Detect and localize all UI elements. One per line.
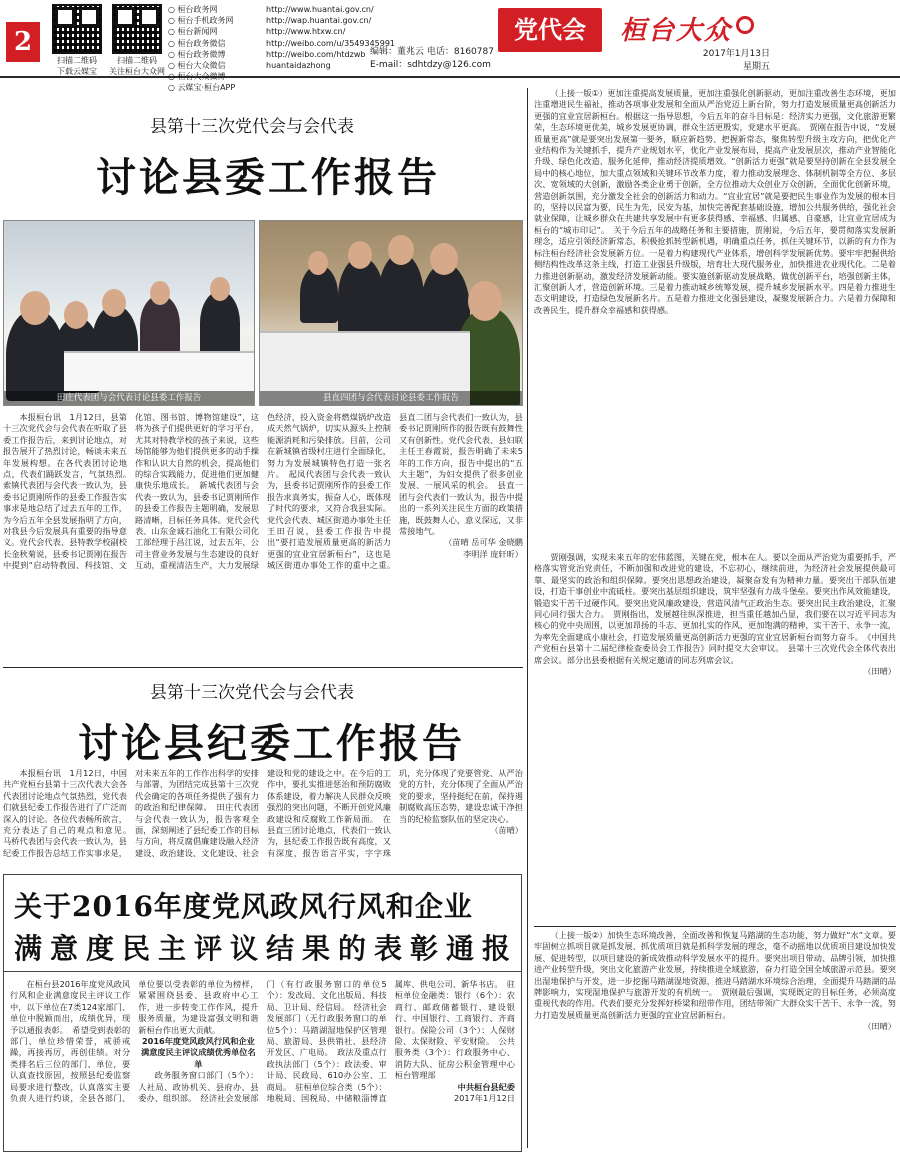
photo-caption: 县直四团与会代表讨论县委工作报告 <box>260 391 522 405</box>
article1-headline: 讨论县委工作报告 <box>96 154 440 201</box>
masthead <box>0 0 900 93</box>
link-row[interactable]: ○ 桓台大众微信 huantaidazhong <box>168 61 331 71</box>
section-badge: 党代会 <box>498 8 602 52</box>
article1-body: 本报桓台讯 1月12日，县第十三次党代会与会代表在听取了县委工作报告后，来到讨论地点，对报告展开了热烈讨论，畅谈未来五年发展构想。在各代表团讨论地点，代表们踊跃发言，气氛热烈。 索镇代表团与会代表一致认为，县委书记贾刚所作的县委工作报告实事求是地总结了过去五年的工作，为今后五年全县发展指明了方向，对我县今后发展具有重要的指导意义。党代会代表、县特教学校副校长金秋菊说，县委书记贾刚在报告中提到“启动特教园、科技馆、文化馆、图书馆、博物馆建设”，这将为孩子们提供更好的学习平台，尤其对特教学校的孩子来说，这些场馆能够为他们提供更多的动手操作和认识大自然的机会，提高他们的综合实践能力，促进他们更加健康快乐地成长。 新城代表团与会代表一致认为，县委书记贾刚所作的县委工作报告主题明确，发展思路清晰，目标任务具体。党代会代表、山东金诚石油化工有限公司化工部经理于昌江说，过去五年，公司主营业务发展与生态建设的良好互动，重视清洁生产，大力发展绿色经济，投入资金将燃煤锅炉改造成天然气锅炉，切实从源头上控制能源消耗和污染排放。目前，公司在新城镇省级村庄进行全面绿化，努力为发展城镇特色打造一张名片。 起凤代表团与会代表一致认为，县委书记贾刚所作的县委工作报告求真务实，振奋人心，既体现了时代的要求，又符合我县实际。党代会代表、城区街道办事处主任王田召说，县委工作报告中提出“要打造发展质量更高的新活力更强的宜业宜居新桓台”，这也是城区街道办事处工作的重中之重。 县直二团与会代表们一致认为，县委书记贾刚所作的报告既有鼓舞性又有创新性。党代会代表、县妇联主任王春霞说，报告明确了未来5年的工作方向，报告中提出的“五大主题”，为妇女提供了很多创业发展、一展风采的机会。 县直一团与会代表们一致认为，报告中提出的一系列关注民生方面的政策措施，既鼓舞人心，意义深远，又非常接地气。 （苗晴 岳可华 金晓鹏 李明洋 庞轩昕） <box>3 412 523 571</box>
article2-kicker: 县第十三次党代会与会代表 <box>150 683 354 703</box>
brand-logo: 桓台大众 <box>620 16 733 46</box>
article3-headline-1: 关于2016年度党风政风行风和企业 <box>14 890 473 923</box>
article1-photo-1 <box>3 220 255 406</box>
link-row[interactable]: ○ 桓台手机政务网 http://wap.huantai.gov.cn/ <box>168 16 372 26</box>
article2-body: 本报桓台讯 1月12日，中国共产党桓台县第十三次代表大会各代表团讨论地点气氛热烈，党代表们就县纪委工作报告进行了广泛而深入的讨论。各位代表畅所欲言，充分表达了自己的观点和意见。 马桥代表团与会代表一致认为，县纪委工作报告总结工作实事求是，对未来五年的工作作出科学的安排与部署，为团结完成县第十三次党代会确定的各项任务提供了强有力的政治和纪律保障。 田庄代表团与会代表一致认为，报告客观全面，深刻阐述了县纪委工作的目标与方向，将反腐倡廉建设融入经济建设、政治建设、文化建设、社会建设和党的建设之中。在今后的工作中，要扎实推进惩治和预防腐败体系建设，着力解决人民群众反映强烈的突出问题，不断开创党风廉政建设和反腐败工作新局面。 在县直三团讨论地点，代表们一致认为，县纪委工作报告既有高度，又有深度，报告语言平实，字字珠玑，充分体现了党要管党、从严治党的方针，充分体现了全面从严治党的要求，坚持挺纪在前，保持遏制腐败高压态势，建设忠诚干净担当的纪检监察队伍的坚定决心。 （苗晴） <box>3 768 523 858</box>
article3-body: 在桓台县2016年度党风政风行风和企业满意度民主评议工作中，以下单位在7类124家部门、单位中脱颖而出，成绩优异，现予以通报表彰。 希望受到表彰的部门、单位珍惜荣誉，戒骄戒躁，再接再厉，再创佳绩。对分类排名后三位的部门、单位，要认真查找原因，按照县纪委监察局要求进行整改，认真落实主要负责人进行约谈，全县各部门、单位要以受表彰的单位为榜样，紧紧围绕县委、县政府中心工作，进一步转变工作作风，提升服务质量，为建设富强文明和谐新桓台作出更大贡献。 2016年度党风政风行风和企业满意度民主评议成绩优秀单位名单 政务服务窗口部门（5个）：人社局、政协机关、县府办、县委办、组织部。 经济社会发展部门（有行政服务窗口的单位5个）：发改局、文化出版局、科技局、卫计局、经信局。 经济社会发展部门（无行政服务窗口的单位5个）：马踏湖湿地保护区管理局、旅游局、县供销社、县经济开发区、广电局。 政法及重点行政执法部门（5个）：政法委、审计局、民政局、610办公室、工商局。 驻桓单位综合类（5个）：地税局、国税局、中储粮淄博直属库、供电公司、新华书店。 驻桓单位金融类：银行（6个）：农商行、邮政储蓄银行、建设银行、中国银行、工商银行、齐商银行。保险公司（3个）：人保财险、太保财险、平安财险。 公共服务类（3个）：行政服务中心、消防大队、征房公积金管理中心桓台管理部 中共桓台县纪委 2017年1月12日 <box>10 979 515 1104</box>
right-column-part2: 贾刚强调，实现未来五年的宏伟蓝图，关键在党，根本在人。要以全面从严治党为重要抓手，严格落实管党治党责任，不断加强和改进党的建设，不忘初心，继续前进，为经济社会发展提供最可靠、最坚实的政治和组织保障。要突出思想政治建设，凝聚奋发有为精神力量。要突出干部队伍建设，打造干事创业中流砥柱。要突出基层组织建设，筑牢坚强有力战斗堡垒。要突出作风效能建设，锻造实干苦干过硬作风。要突出党风廉政建设，营造风清气正政治生态。要突出民主政治建设，汇聚同心同行强大合力。 贾刚指出，发展越往纵深推进，担当重任越加凸显，我们要在以习近平同志为核心的党中央周围，以更加昂扬的斗志、更加扎实的作风、更加饱满的精神，实干苦干、永争一流，为率先全面建成小康社会，打造发展质量更高创新活力更强的宜业宜居新桓台而努力奋斗。 《中国共产党桓台县第十二届纪律检查委员会工作报告》同时提交大会审议。 县第十三次党代会全体代表出席会议。部分出县委根据有关规定邀请的同志列席会议。 （田晴） <box>534 552 896 677</box>
link-row[interactable]: ○ 桓台政务网 http://www.huantai.gov.cn/ <box>168 5 374 14</box>
link-row[interactable]: ○ 桓台政务微信 http://weibo.com/u/3549345991 <box>168 38 396 48</box>
article2-headline: 讨论县纪委工作报告 <box>78 720 465 767</box>
right-column-part1: （上接一版①）更加注重提高发展质量，更加注重强化创新驱动，更加注重改善生态环境，更加注重增进民生福祉，推动各项事业发展和全面从严治党迈上新台阶，努力打造发展质量更高创新活力更强的宜业宜居新桓台。根据这一指导思想，今后五年的奋斗目标是：经济实力更强，文化旅游更繁荣，生态环境更优美，城乡发展更协调，群众生活更殷实，党建水平更高。 贾刚在报告中说，“发展质量更高”就是要突出发展第一要务，顺应新趋势、把握新常态，聚焦转型升级主攻方向，把优化产业结构作为关键抓手，提升产业规划水平，优化产业发展布局，提高产业发展层次，推动产业智能化升级、绿色化改造、服务化延伸，推动经济提质增效。“创新活力更强”就是要坚持创新在全县发展全局中的核心地位，加大重点领域和关键环节改革力度，着力推动发展理念、体制机制等全方位、多层次、宽领域的大创新，激励各类企业勇于创新，全方位推动大众创业万众创新，全面优化创新环境，营造创新氛围，充分激发全社会的创新活力和动力。“宜业宜居”就是要把民生事业作为发展的根本目的，坚持以民富为要，民生为先，民安为基，加快完善配套基础设施，增加公共服务供给，强化社会就业保障，让城乡群众在共建共享发展中有更多获得感、幸福感、归属感、自豪感，让宜业宜居成为桓台的“城市印记”。 关于今后五年的战略任务和主要措施，贾刚说，今后五年，要贯彻落实发展新理念，适应引领经济新常态，积极抢抓转型新机遇，明确重点任务，抓住关键环节，以新的有力作为标注桓台经济社会发展新方位。一是着力构建现代产业体系，增创科学发展新优势。要牢牢把握供给侧结构性改革这条主线，打造工业强县升级版，培育壮大现代服务业，加快推进农业现代化。二是着力推进创新驱动，激发经济发展新动能。要实施创新驱动发展战略，做优创新平台，培强创新主体，汇聚创新人才，营造创新环境。三是着力推动城乡统筹发展，提升城乡发展新水平。四是着力推进生态文明建设，打造绿色发展新名片。五是着力推进文化强县建设，凝聚发展新合力。六是着力保障和改善民生，提升群众幸福感和获得感。 <box>534 88 896 315</box>
page-number: 2 <box>6 22 40 62</box>
link-row[interactable]: ○ 桓台新闻网 http://www.htxw.cn/ <box>168 27 346 37</box>
qr-caption-2: 扫描二维码 关注桓台大众网 <box>109 56 165 76</box>
link-row[interactable]: ○ 云媒宝·桓台APP <box>168 83 236 93</box>
article1-kicker: 县第十三次党代会与会代表 <box>150 117 354 137</box>
qr-caption-1: 扫描二维码 下载云媒宝 <box>57 56 97 76</box>
issue-date: 2017年1月13日 星期五 <box>702 49 770 72</box>
divider <box>3 667 523 668</box>
editor-info: 编辑：董兆云 电话：8160787 E-mail：sdhtdzy@126.com <box>370 47 494 70</box>
column-divider <box>527 88 528 1148</box>
link-row[interactable]: ○ 桓台政务微博 http://weibo.com/htdzwb <box>168 49 366 59</box>
qr-code-icon[interactable] <box>52 4 102 54</box>
photo-caption: 田庄代表团与会代表讨论县委工作报告 <box>4 391 254 405</box>
qr-code-icon[interactable] <box>112 4 162 54</box>
article3-box <box>3 874 522 1152</box>
brand-mark-icon <box>736 16 754 34</box>
right-column-part3: （上接一版②）加快生态环境改善，全面改善和恢复马踏湖的生态功能，努力做好“水”文章。要牢固树立抓项目就是抓发展、抓优质项目就是抓科学发展的理念，毫不动摇地以优质项目建设加快发展、促进转型，以项目建设的新成效推动科学发展水平的提升。要突出项目带动、品牌引领，加快推进产业转型升级，突出文化旅游产业发展，持续推进全域旅游，奋力打造全国全域旅游示范县。要突出湿地保护与开发，进一步挖掘马踏湖湿地资源，推进马踏湖水环境综合治理，全面提升马踏湖的品牌影响力，实现湿地保护与旅游开发的有机统一。 贾刚最后强调，实现既定的目标任务，必须高度重视代表的作用。代表们要充分发挥好桥梁和纽带作用，团结带领广大群众实干苦干、永争一流，努力打造发展质量更高创新活力更强的宜业宜居新桓台。 （田晴） <box>534 930 896 1032</box>
article3-headline-2: 满意度民主评议结果的表彰通报 <box>14 932 519 965</box>
link-row[interactable]: ○ 桓台大众微博 <box>168 72 226 82</box>
article1-photo-2 <box>259 220 523 406</box>
media-links <box>168 4 395 94</box>
divider <box>534 926 896 927</box>
